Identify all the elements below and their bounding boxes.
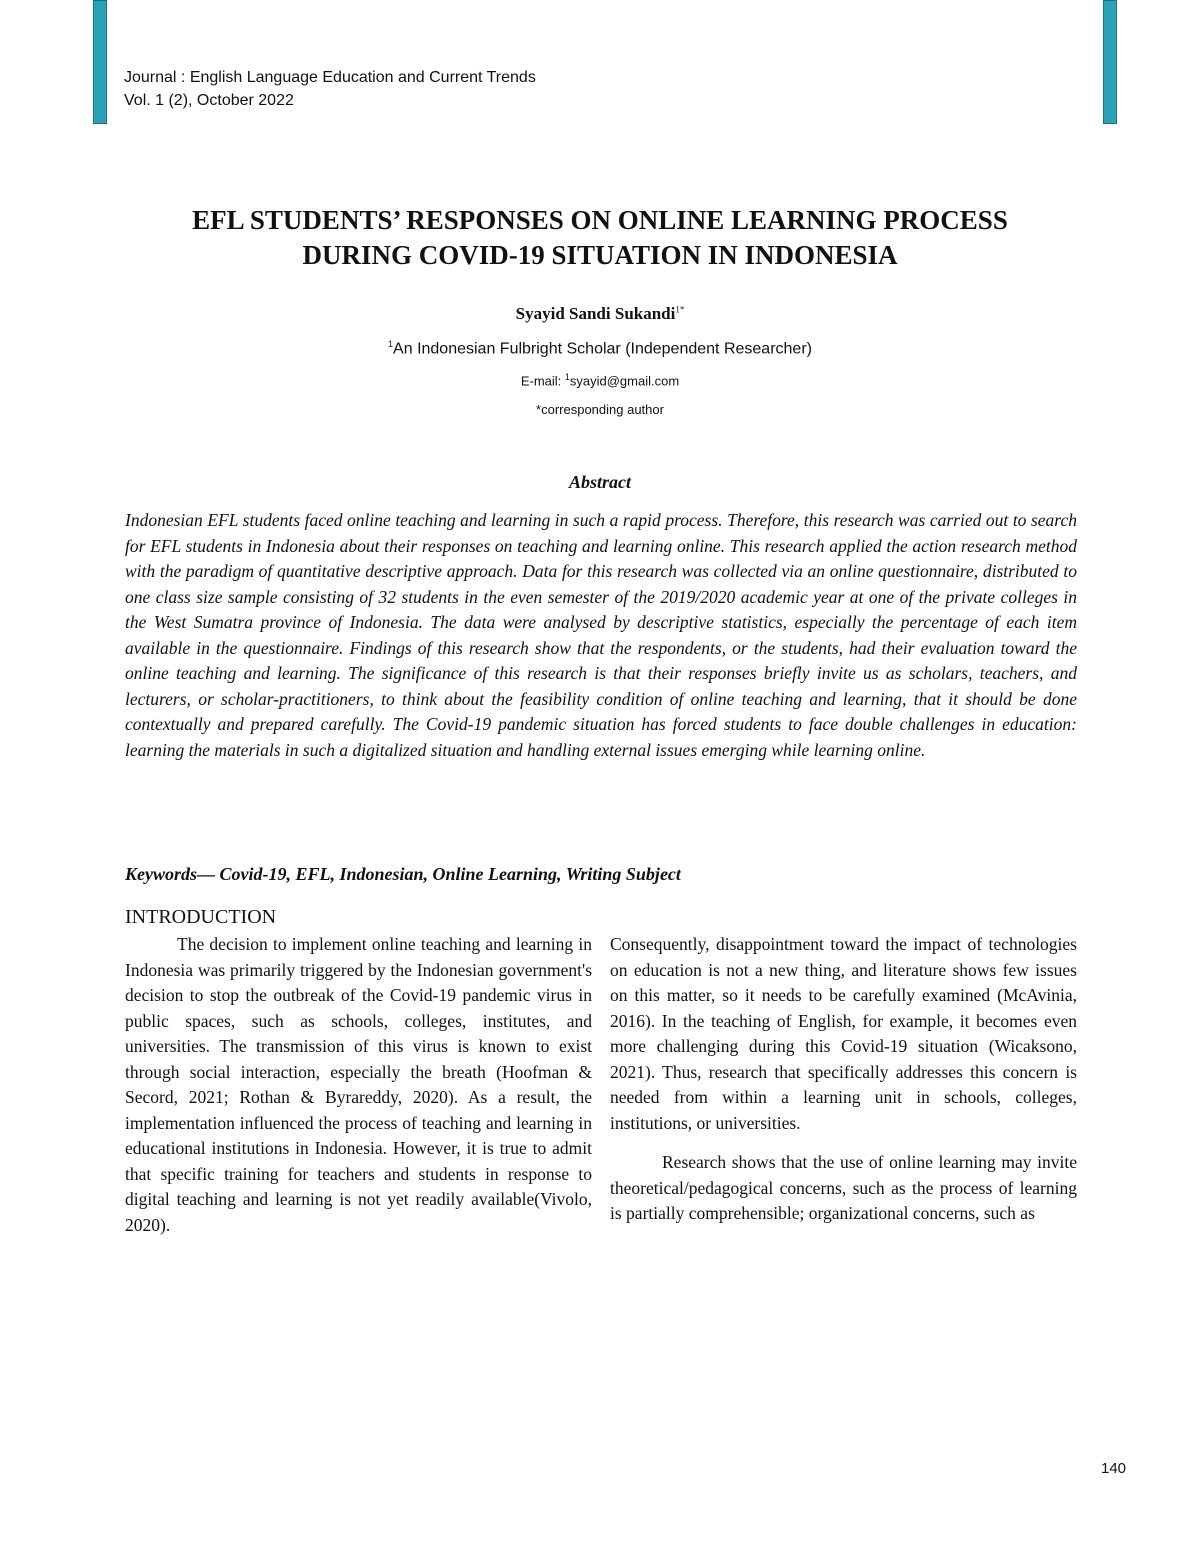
author-name: [100, 304, 1100, 324]
body-column-left: [125, 932, 592, 1238]
author-affiliation: [100, 339, 1100, 358]
journal-volume: Vol. 1 (2), October 2022: [124, 92, 294, 109]
affiliation-superscript: 1: [388, 339, 394, 349]
intro-paragraph-2: Consequently, disappointment toward the impact of technologies on education is not a new thing, and literature shows few issues on this matter, so it needs to be carefully examined (McAvinia, 2016). In the teaching of English, for example, it becomes even more challenging during this Covid-19 situation (Wicaksono, 2021). Thus, research that specifically addresses this concern is needed from within a learning unit in schools, colleges, institutions, or universities.: [610, 934, 1077, 1133]
journal-name: Journal : English Language Education and Current Trends: [124, 69, 536, 86]
title-line-1: EFL STUDENTS’ RESPONSES ON ONLINE LEARNING PROCESS: [192, 205, 1008, 235]
affiliation-text: An Indonesian Fulbright Scholar (Independent Researcher): [393, 340, 812, 358]
email-label: E-mail:: [520, 373, 565, 389]
corresponding-author-note: *corresponding author: [536, 402, 664, 417]
journal-header: [124, 66, 536, 112]
left-accent-bar: [93, 0, 107, 124]
right-accent-bar: [1103, 0, 1117, 124]
body-column-right: [610, 932, 1077, 1227]
abstract-heading: Abstract: [568, 472, 631, 492]
intro-paragraph-1: The decision to implement online teaching and learning in Indonesia was primarily triggered by the Indonesian government's decision to stop the outbreak of the Covid-19 pandemic virus in public spaces, such as schools, colleges, institutes, and universities. The transmission of this virus is known to exist through social interaction, especially the breath (Hoofman & Secord, 2021; Rothan & Byrareddy, 2020). As a result, the implementation influenced the process of teaching and learning in educational institutions in Indonesia. However, it is true to admit that specific training for teachers and students in response to digital teaching and learning is not yet readily available(Vivolo, 2020).: [125, 934, 592, 1235]
email-superscript: 1: [564, 372, 570, 382]
author-email: [100, 372, 1100, 388]
author-name-text: Syayid Sandi Sukandi: [515, 304, 676, 323]
intro-paragraph-3: Research shows that the use of online learning may invite theoretical/pedagogical concerns, such as the process of learning is partially comprehensible; organizational concerns, such as: [610, 1152, 1077, 1223]
title-line-2: DURING COVID-19 SITUATION IN INDONESIA: [302, 240, 898, 270]
page-number: 140: [1101, 1460, 1127, 1477]
keywords: Keywords— Covid-19, EFL, Indonesian, Online Learning, Writing Subject: [125, 864, 681, 884]
abstract-text: Indonesian EFL students faced online teaching and learning in such a rapid process. Therefore, this research was carried out to search for EFL students in Indonesia about their responses on teaching and learning online. This research applied the action research method with the paradigm of quantitative descriptive approach. Data for this research was collected via an online questionnaire, distributed to one class size sample consisting of 32 students in the even semester of the 2019/2020 academic year at one of the private colleges in the West Sumatra province of Indonesia. The data were analysed by descriptive statistics, especially the percentage of each item available in the questionnaire. Findings of this research show that the respondents, or the students, had their evaluation toward the online teaching and learning. The significance of this research is that their responses briefly invite us as scholars, teachers, and lecturers, or scholar-practitioners, to think about the feasibility condition of online teaching and learning, that it should be done contextually and prepared carefully. The Covid-19 pandemic situation has forced students to face double challenges in education: learning the materials in such a digitalized situation and handling external issues emerging while learning online.: [125, 510, 1077, 760]
introduction-heading: INTRODUCTION: [125, 906, 277, 928]
author-superscript: 1*: [675, 304, 685, 315]
email-address[interactable]: syayid@gmail.com: [569, 373, 680, 389]
paper-title: [100, 203, 1100, 273]
